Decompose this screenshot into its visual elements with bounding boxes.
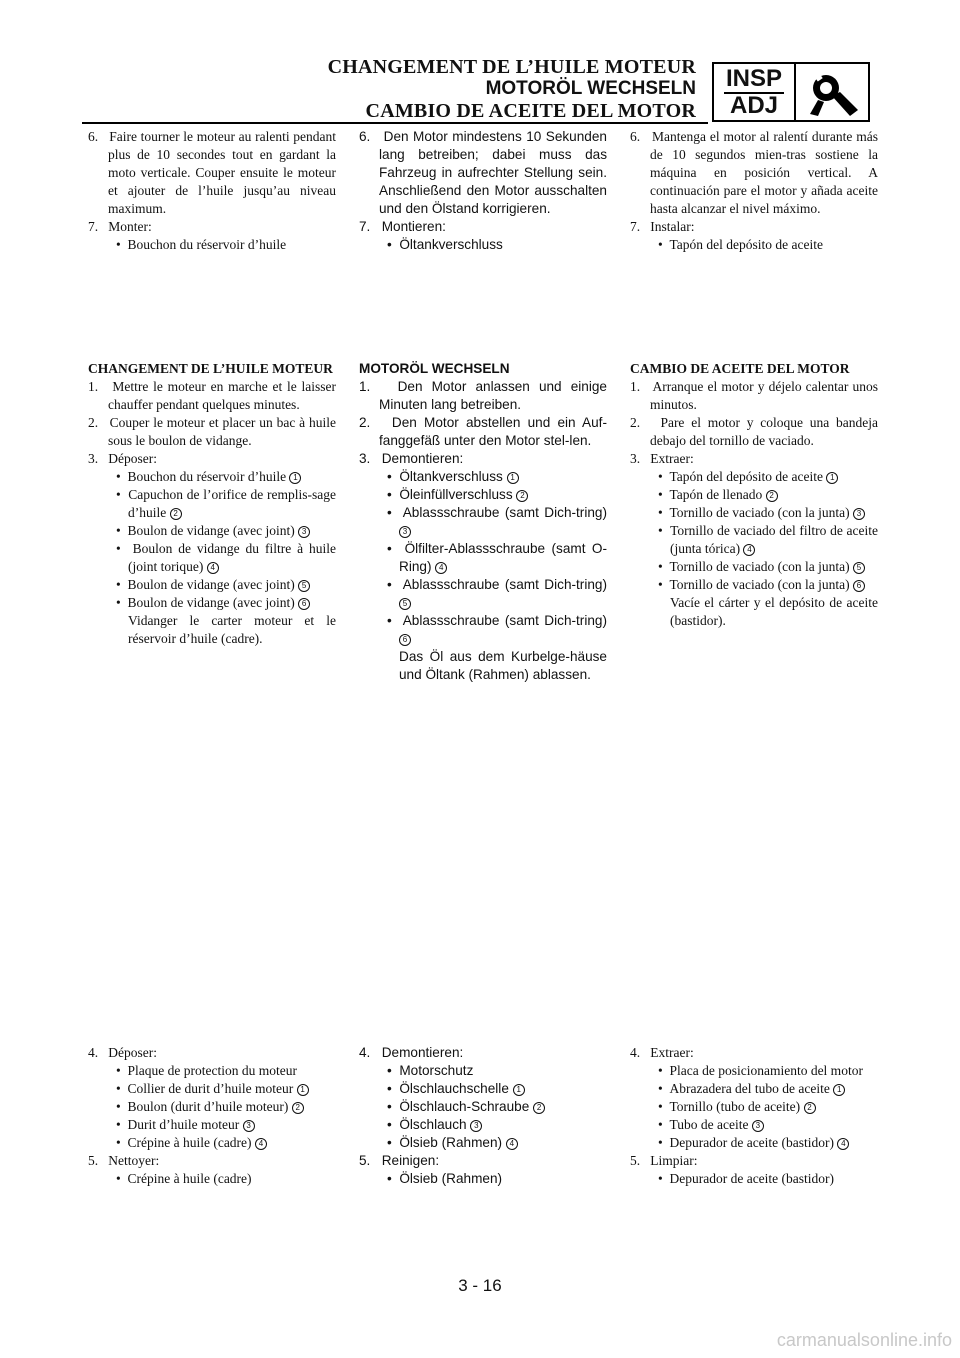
bullet-text: Tornillo de vaciado del filtro de aceite (junta tórica) xyxy=(670,523,879,556)
bullet-text: Ölfilter-Ablassschraube (samt O-Ring) xyxy=(399,541,607,574)
step-number: 4. xyxy=(88,1045,99,1060)
step-number: 3. xyxy=(88,451,99,466)
step-item xyxy=(359,378,607,414)
bullet-mark: • xyxy=(116,1117,121,1132)
bullet-mark: • xyxy=(658,237,663,252)
bullet-mark: • xyxy=(658,1063,663,1078)
bullet-text: Boulon (durit d’huile moteur) xyxy=(127,1099,289,1114)
callout-number: 5 xyxy=(399,598,411,610)
step-number: 7. xyxy=(359,219,371,234)
bullet-item xyxy=(359,504,607,540)
es-block-3 xyxy=(630,1044,878,1188)
bullet-mark: • xyxy=(387,1063,392,1078)
step-item xyxy=(88,218,336,236)
step-number: 4. xyxy=(359,1045,371,1060)
header-rule xyxy=(82,122,708,124)
bullet-mark: • xyxy=(116,1081,121,1096)
step-text: Extraer: xyxy=(650,1045,694,1060)
bullet-text: Crépine à huile (cadre) xyxy=(127,1171,252,1186)
bullet-mark: • xyxy=(116,487,121,502)
callout-number: 5 xyxy=(298,580,310,592)
step-text: Montieren: xyxy=(381,219,446,234)
step-item xyxy=(630,218,878,236)
bullet-item xyxy=(359,540,607,576)
step-text: Den Motor abstellen und ein Auf-fanggefäß unter den Motor stel-len. xyxy=(379,415,607,448)
callout-number: 1 xyxy=(507,472,519,484)
callout-number: 2 xyxy=(170,508,182,520)
bullet-item xyxy=(630,522,878,558)
step-item xyxy=(359,1044,607,1062)
bullet-item xyxy=(630,1080,878,1098)
callout-number: 2 xyxy=(533,1102,545,1114)
bullet-mark: • xyxy=(658,1099,663,1114)
step-number: 5. xyxy=(359,1153,371,1168)
bullet-item xyxy=(88,1080,336,1098)
callout-number: 4 xyxy=(743,544,755,556)
step-number: 2. xyxy=(359,415,371,430)
page-header xyxy=(270,56,696,122)
section-title: CHANGEMENT DE L’HUILE MOTEUR xyxy=(88,361,333,376)
bullet-item xyxy=(630,1062,878,1080)
step-text: Déposer: xyxy=(108,1045,157,1060)
step-item xyxy=(359,450,607,468)
step-item xyxy=(630,414,878,450)
bullet-mark: • xyxy=(116,523,121,538)
bullet-item xyxy=(359,468,607,486)
section-badge xyxy=(712,62,870,122)
bullet-text: Tubo de aceite xyxy=(669,1117,749,1132)
step-number: 1. xyxy=(88,379,99,394)
bullet-text: Ablassschraube (samt Dich-tring) xyxy=(402,613,607,628)
callout-number: 6 xyxy=(298,598,310,610)
bullet-text: Ablassschraube (samt Dich-tring) xyxy=(402,577,607,592)
step-item xyxy=(630,128,878,218)
bullet-item xyxy=(359,1062,607,1080)
step-item xyxy=(88,1044,336,1062)
bullet-text: Capuchon de l’orifice de remplis-sage d’huile xyxy=(128,487,336,520)
bullet-item xyxy=(630,1170,878,1188)
de-block-2 xyxy=(359,360,607,684)
callout-number: 3 xyxy=(752,1120,764,1132)
watermark: carmanualsonline.info xyxy=(776,1330,952,1350)
bullet-mark: • xyxy=(658,487,663,502)
badge-insp: INSP xyxy=(725,65,782,92)
step-text: Pare el motor y coloque una bandeja debajo del tornillo de vaciado. xyxy=(650,415,878,448)
wrench-icon xyxy=(798,66,866,118)
de-block-1 xyxy=(359,128,607,254)
bullet-mark: • xyxy=(387,577,392,592)
step-item xyxy=(359,414,607,450)
callout-number: 3 xyxy=(243,1120,255,1132)
bullet-text: Ölschlauch-Schraube xyxy=(399,1099,530,1114)
step-item xyxy=(630,1044,878,1062)
bullet-item xyxy=(88,468,336,486)
page-number: 3 - 16 xyxy=(458,1276,502,1295)
step-text: Mantenga el motor al ralentí durante más de 10 segundos mien-tras sostiene la máquina en posición vertical. A continuación pare el motor y añada aceite hasta alcanzar el nivel máximo. xyxy=(650,129,879,216)
bullet-text: Ölsieb (Rahmen) xyxy=(399,1135,503,1150)
step-number: 7. xyxy=(88,219,99,234)
callout-number: 3 xyxy=(853,508,865,520)
bullet-text: Öltankverschluss xyxy=(399,237,503,252)
step-text: Den Motor mindestens 10 Sekunden lang betreiben; dabei muss das Fahrzeug in aufrechter Stellung sein. Anschließend den Motor ausschalten und den Ölstand korrigieren. xyxy=(379,129,607,216)
bullet-text: Tornillo (tubo de aceite) xyxy=(669,1099,801,1114)
bullet-item xyxy=(88,1170,336,1188)
step-text: Couper le moteur et placer un bac à huile sous le boulon de vidange. xyxy=(108,415,336,448)
callout-number: 4 xyxy=(255,1138,267,1150)
callout-number: 1 xyxy=(513,1084,525,1096)
bullet-text: Boulon de vidange du filtre à huile (joint torique) xyxy=(128,541,336,574)
bullet-item xyxy=(359,1170,607,1188)
bullet-item xyxy=(359,1134,607,1152)
step-number: 5. xyxy=(630,1153,641,1168)
bullet-text: Öltankverschluss xyxy=(399,469,503,484)
bullet-mark: • xyxy=(387,1081,392,1096)
callout-number: 1 xyxy=(826,472,838,484)
bullet-text: Placa de posicionamiento del motor xyxy=(669,1063,863,1078)
callout-number: 2 xyxy=(804,1102,816,1114)
bullet-item xyxy=(359,576,607,612)
bullet-mark: • xyxy=(116,595,121,610)
step-number: 6. xyxy=(630,129,641,144)
bullet-text: Boulon de vidange (avec joint) xyxy=(127,523,295,538)
bullet-item xyxy=(359,236,607,254)
bullet-item xyxy=(88,522,336,540)
bullet-text: Öleinfüllverschluss xyxy=(399,487,513,502)
bullet-mark: • xyxy=(116,1099,121,1114)
bullet-mark: • xyxy=(658,577,663,592)
bullet-mark: • xyxy=(658,1135,663,1150)
bullet-text: Tornillo de vaciado (con la junta) xyxy=(669,559,850,574)
step-text: Reinigen: xyxy=(381,1153,440,1168)
de-block-3 xyxy=(359,1044,607,1188)
bullet-item xyxy=(88,576,336,594)
fr-block-3 xyxy=(88,1044,336,1188)
bullet-mark: • xyxy=(658,505,663,520)
bullet-item xyxy=(88,1134,336,1152)
bullet-text: Tapón del depósito de aceite xyxy=(669,237,823,252)
bullet-text: Durit d’huile moteur xyxy=(127,1117,240,1132)
bullet-mark: • xyxy=(116,541,121,556)
header-title-fr: CHANGEMENT DE L’HUILE MOTEUR xyxy=(327,56,696,78)
step-number: 2. xyxy=(88,415,99,430)
badge-adj: ADJ xyxy=(729,92,778,119)
step-item xyxy=(88,450,336,468)
bullet-item xyxy=(88,1098,336,1116)
bullet-text: Tornillo de vaciado (con la junta) xyxy=(669,505,850,520)
callout-number: 1 xyxy=(297,1084,309,1096)
bullet-item xyxy=(630,1134,878,1152)
callout-number: 2 xyxy=(516,490,528,502)
bullet-text: Bouchon du réservoir d’huile xyxy=(127,469,287,484)
step-number: 1. xyxy=(359,379,371,394)
step-number: 1. xyxy=(630,379,641,394)
es-block-1 xyxy=(630,128,878,254)
step-item xyxy=(88,378,336,414)
callout-number: 6 xyxy=(853,580,865,592)
bullet-text: Tapón de llenado xyxy=(669,487,763,502)
bullet-mark: • xyxy=(387,469,392,484)
callout-number: 4 xyxy=(506,1138,518,1150)
bullet-mark: • xyxy=(387,505,392,520)
bullet-item xyxy=(88,1062,336,1080)
bullet-item xyxy=(359,1098,607,1116)
bullet-mark: • xyxy=(658,523,663,538)
es-block-2 xyxy=(630,360,878,630)
step-number: 5. xyxy=(88,1153,99,1168)
step-item xyxy=(88,414,336,450)
fr-block-1 xyxy=(88,128,336,254)
bullet-text: Depurador de aceite (bastidor) xyxy=(669,1171,835,1186)
bullet-item xyxy=(88,594,336,612)
bullet-item xyxy=(630,558,878,576)
step-number: 7. xyxy=(630,219,641,234)
bullet-text: Ölsieb (Rahmen) xyxy=(399,1171,503,1186)
bullet-mark: • xyxy=(116,1171,121,1186)
callout-number: 3 xyxy=(298,526,310,538)
bullet-mark: • xyxy=(387,1117,392,1132)
header-title-es: CAMBIO DE ACEITE DEL MOTOR xyxy=(365,100,696,122)
bullet-mark: • xyxy=(116,1135,121,1150)
bullet-mark: • xyxy=(658,1117,663,1132)
step-text: Demontieren: xyxy=(381,1045,464,1060)
bullet-mark: • xyxy=(387,541,392,556)
bullet-item xyxy=(359,486,607,504)
step-text: Nettoyer: xyxy=(108,1153,160,1168)
bullet-mark: • xyxy=(387,237,392,252)
callout-number: 1 xyxy=(833,1084,845,1096)
header-title-de: MOTORÖL WECHSELN xyxy=(485,78,696,99)
bullet-text: Crépine à huile (cadre) xyxy=(127,1135,252,1150)
callout-number: 4 xyxy=(837,1138,849,1150)
bullet-item xyxy=(359,1116,607,1134)
bullet-text: Tornillo de vaciado (con la junta) xyxy=(669,577,850,592)
step-number: 6. xyxy=(88,129,99,144)
bullet-mark: • xyxy=(387,1135,392,1150)
step-text: Mettre le moteur en marche et le laisser chauffer pendant quelques minutes. xyxy=(108,379,337,412)
continuation-text: Vidanger le carter moteur et le réservoir d’huile (cadre). xyxy=(128,613,336,646)
callout-number: 4 xyxy=(435,562,447,574)
bullet-text: Boulon de vidange (avec joint) xyxy=(127,595,295,610)
callout-number: 6 xyxy=(399,634,411,646)
callout-number: 2 xyxy=(292,1102,304,1114)
badge-text xyxy=(714,64,796,120)
step-text: Déposer: xyxy=(108,451,157,466)
bullet-item xyxy=(630,1116,878,1134)
callout-number: 3 xyxy=(470,1120,482,1132)
bullet-item xyxy=(88,486,336,522)
bullet-text: Motorschutz xyxy=(399,1063,474,1078)
bullet-text: Ölschlauchschelle xyxy=(399,1081,509,1096)
callout-number: 1 xyxy=(289,472,301,484)
callout-number: 2 xyxy=(766,490,778,502)
bullet-mark: • xyxy=(387,1171,392,1186)
bullet-item xyxy=(630,504,878,522)
bullet-item xyxy=(630,468,878,486)
step-text: Extraer: xyxy=(650,451,694,466)
bullet-text: Plaque de protection du moteur xyxy=(127,1063,297,1078)
step-text: Den Motor anlassen und einige Minuten lang betreiben. xyxy=(379,379,607,412)
step-text: Demontieren: xyxy=(381,451,464,466)
bullet-item xyxy=(630,576,878,594)
step-text: Instalar: xyxy=(650,219,695,234)
bullet-mark: • xyxy=(387,1099,392,1114)
bullet-mark: • xyxy=(658,1081,663,1096)
bullet-mark: • xyxy=(116,1063,121,1078)
step-number: 2. xyxy=(630,415,641,430)
bullet-mark: • xyxy=(387,487,392,502)
callout-number: 5 xyxy=(853,562,865,574)
bullet-mark: • xyxy=(658,469,663,484)
step-number: 3. xyxy=(359,451,371,466)
step-item xyxy=(88,128,336,218)
bullet-mark: • xyxy=(658,559,663,574)
bullet-text: Depurador de aceite (bastidor) xyxy=(669,1135,835,1150)
step-number: 3. xyxy=(630,451,641,466)
callout-number: 3 xyxy=(399,526,411,538)
bullet-mark: • xyxy=(387,613,392,628)
bullet-item xyxy=(630,486,878,504)
step-item xyxy=(630,1152,878,1170)
step-item xyxy=(359,128,607,218)
continuation-text: Das Öl aus dem Kurbelge-häuse und Öltank (Rahmen) ablassen. xyxy=(399,649,607,682)
bullet-item xyxy=(88,540,336,576)
callout-number: 4 xyxy=(207,562,219,574)
bullet-item xyxy=(88,236,336,254)
bullet-text: Boulon de vidange (avec joint) xyxy=(127,577,295,592)
bullet-mark: • xyxy=(116,577,121,592)
section-title: MOTORÖL WECHSELN xyxy=(359,361,510,376)
step-text: Arranque el motor y déjelo calentar unos minutos. xyxy=(650,379,879,412)
step-item xyxy=(359,218,607,236)
section-title: CAMBIO DE ACEITE DEL MOTOR xyxy=(630,361,850,376)
bullet-item xyxy=(359,612,607,648)
step-item xyxy=(88,1152,336,1170)
continuation-text: Vacíe el cárter y el depósito de aceite (bastidor). xyxy=(670,595,878,628)
bullet-item xyxy=(88,1116,336,1134)
step-text: Faire tourner le moteur au ralenti pendant plus de 10 secondes tout en gardant la moto verticale. Couper ensuite le moteur et ajouter de l’huile jusqu’au niveau maximum. xyxy=(108,129,337,216)
bullet-item xyxy=(359,1080,607,1098)
step-item xyxy=(630,450,878,468)
bullet-item xyxy=(630,1098,878,1116)
bullet-mark: • xyxy=(658,1171,663,1186)
step-number: 4. xyxy=(630,1045,641,1060)
bullet-mark: • xyxy=(116,469,121,484)
step-text: Monter: xyxy=(108,219,152,234)
step-item xyxy=(359,1152,607,1170)
bullet-mark: • xyxy=(116,237,121,252)
bullet-text: Ablassschraube (samt Dich-tring) xyxy=(402,505,607,520)
bullet-text: Tapón del depósito de aceite xyxy=(669,469,823,484)
step-number: 6. xyxy=(359,129,371,144)
fr-block-2 xyxy=(88,360,336,648)
step-item xyxy=(630,378,878,414)
bullet-text: Collier de durit d’huile moteur xyxy=(127,1081,294,1096)
bullet-text: Ölschlauch xyxy=(399,1117,467,1132)
bullet-text: Abrazadera del tubo de aceite xyxy=(669,1081,830,1096)
bullet-text: Bouchon du réservoir d’huile xyxy=(127,237,287,252)
step-text: Limpiar: xyxy=(650,1153,698,1168)
bullet-item xyxy=(630,236,878,254)
